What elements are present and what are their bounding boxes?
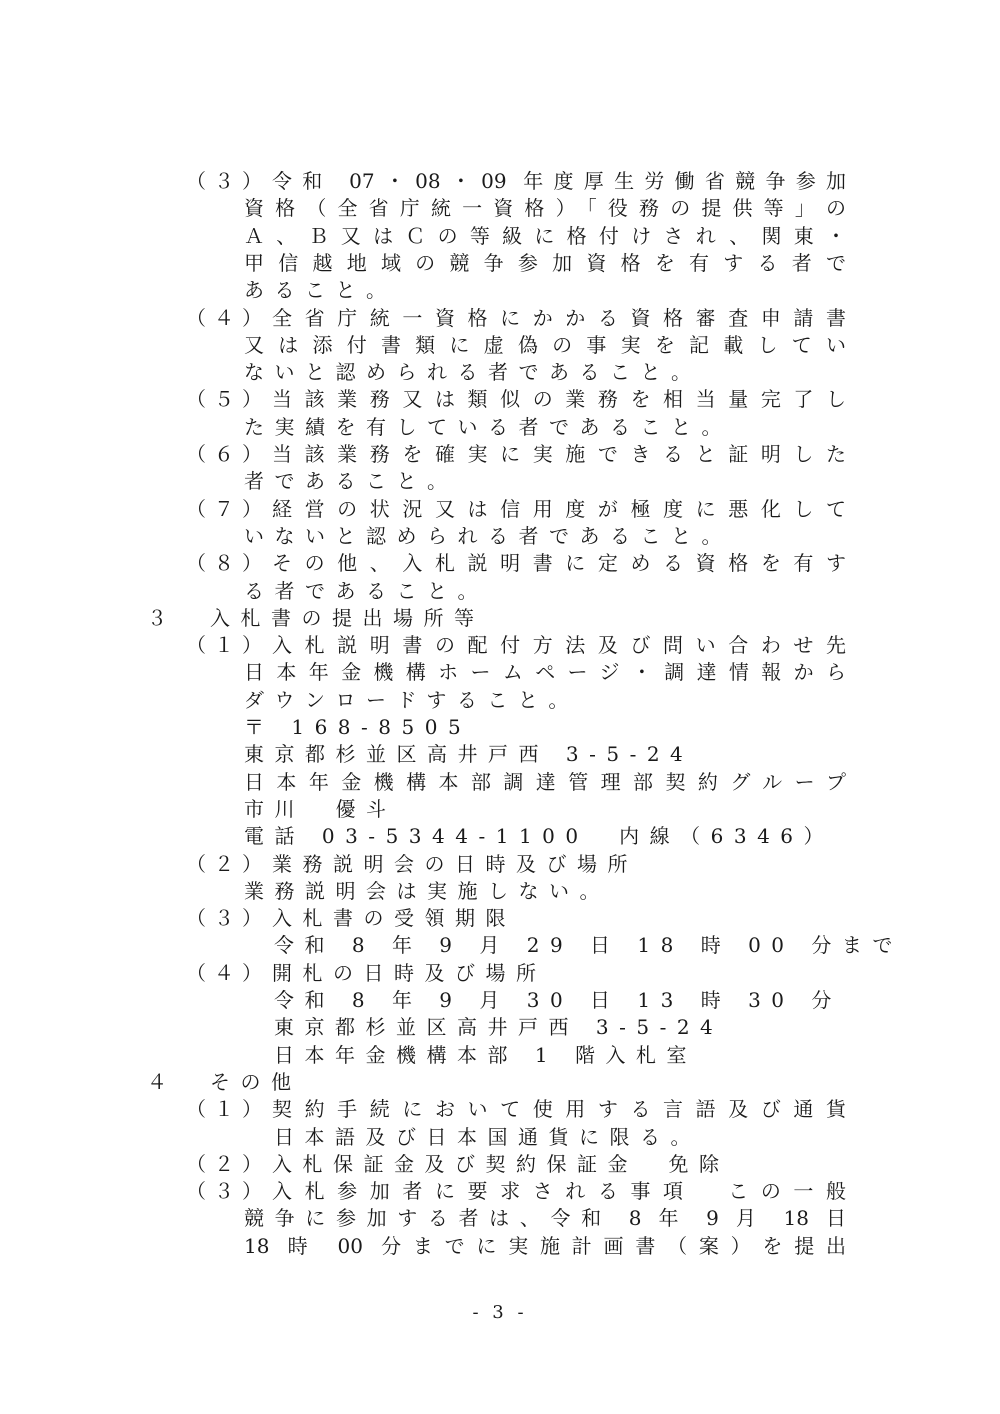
item-marker: （４） bbox=[186, 306, 270, 330]
text-line: 令和 07・08・09 年度厚生労働省競争参加 bbox=[272, 169, 846, 193]
text-line: 業務説明会の日時及び場所 bbox=[272, 852, 638, 876]
text-line: Ａ、Ｂ又はＣの等級に格付けされ、関東・ bbox=[244, 224, 846, 248]
text-line: 入札保証金及び契約保証金 免除 bbox=[272, 1152, 730, 1176]
text-line: 日本年金機構本部 1 階入札室 bbox=[274, 1043, 697, 1067]
text-line: 資格（全省庁統一資格）「役務の提供等」の bbox=[244, 196, 846, 220]
text-line: 入札書の受領期限 bbox=[272, 906, 516, 930]
text-line: 当該業務又は類似の業務を相当量完了し bbox=[272, 387, 846, 411]
item-marker: （５） bbox=[186, 387, 270, 411]
section-heading: 入札書の提出場所等 bbox=[210, 606, 485, 630]
text-line: 令和 8 年 9 月 29 日 18 時 00 分まで bbox=[274, 933, 903, 957]
text-line: 又は添付書類に虚偽の事実を記載してい bbox=[244, 333, 846, 357]
item-marker: （３） bbox=[186, 1179, 270, 1203]
text-line: 入札参加者に要求される事項 この一般 bbox=[272, 1179, 846, 1203]
text-line: 業務説明会は実施しない。 bbox=[244, 879, 610, 903]
item-marker: （７） bbox=[186, 497, 270, 521]
text-line: ダウンロードすること。 bbox=[244, 688, 579, 712]
text-line: 開札の日時及び場所 bbox=[272, 961, 547, 985]
text-line: その他、入札説明書に定める資格を有す bbox=[272, 551, 846, 575]
text-line: 市川 優斗 bbox=[244, 797, 397, 821]
text-line: 経営の状況又は信用度が極度に悪化して bbox=[272, 497, 846, 521]
item-marker: （８） bbox=[186, 551, 270, 575]
text-line: 日本年金機構ホームページ・調達情報から bbox=[244, 660, 846, 684]
item-marker: （３） bbox=[186, 906, 270, 930]
text-line: 者であること。 bbox=[244, 469, 458, 493]
text-line: 入札説明書の配付方法及び問い合わせ先 bbox=[272, 633, 846, 657]
section-number: ３ bbox=[147, 606, 167, 630]
text-line: 東京都杉並区高井戸西 3-5-24 bbox=[274, 1015, 724, 1039]
text-line: 日本年金機構本部調達管理部契約グループ bbox=[244, 770, 846, 794]
text-line: る者であること。 bbox=[244, 579, 488, 603]
text-line: 令和 8 年 9 月 30 日 13 時 30 分 bbox=[274, 988, 842, 1012]
item-marker: （２） bbox=[186, 1152, 270, 1176]
section-number: ４ bbox=[147, 1070, 167, 1094]
text-line: あること。 bbox=[244, 278, 397, 302]
text-line: 当該業務を確実に実施できると証明した bbox=[272, 442, 846, 466]
page-number: - 3 - bbox=[472, 1302, 528, 1323]
item-marker: （１） bbox=[186, 633, 270, 657]
item-marker: （２） bbox=[186, 852, 270, 876]
text-line: ないと認められる者であること。 bbox=[244, 360, 702, 384]
text-line: 18 時 00 分までに実施計画書（案）を提出 bbox=[244, 1234, 846, 1258]
item-marker: （３） bbox=[186, 169, 270, 193]
text-line: た実績を有している者であること。 bbox=[244, 415, 732, 439]
text-line: 全省庁統一資格にかかる資格審査申請書 bbox=[272, 306, 846, 330]
item-marker: （６） bbox=[186, 442, 270, 466]
section-heading: その他 bbox=[210, 1070, 302, 1094]
text-line: 電話 03-5344-1100 内線（6346） bbox=[244, 824, 835, 848]
text-line: いないと認められる者であること。 bbox=[244, 524, 732, 548]
text-line: 日本語及び日本国通貨に限る。 bbox=[274, 1125, 701, 1149]
text-line: 〒 168-8505 bbox=[244, 715, 472, 739]
item-marker: （４） bbox=[186, 961, 270, 985]
item-marker: （１） bbox=[186, 1097, 270, 1121]
text-line: 契約手続において使用する言語及び通貨 bbox=[272, 1097, 846, 1121]
text-line: 競争に参加する者は、令和 8 年 9 月 18 日 bbox=[244, 1206, 846, 1230]
text-line: 東京都杉並区高井戸西 3-5-24 bbox=[244, 742, 694, 766]
text-line: 甲信越地域の競争参加資格を有する者で bbox=[244, 251, 846, 275]
